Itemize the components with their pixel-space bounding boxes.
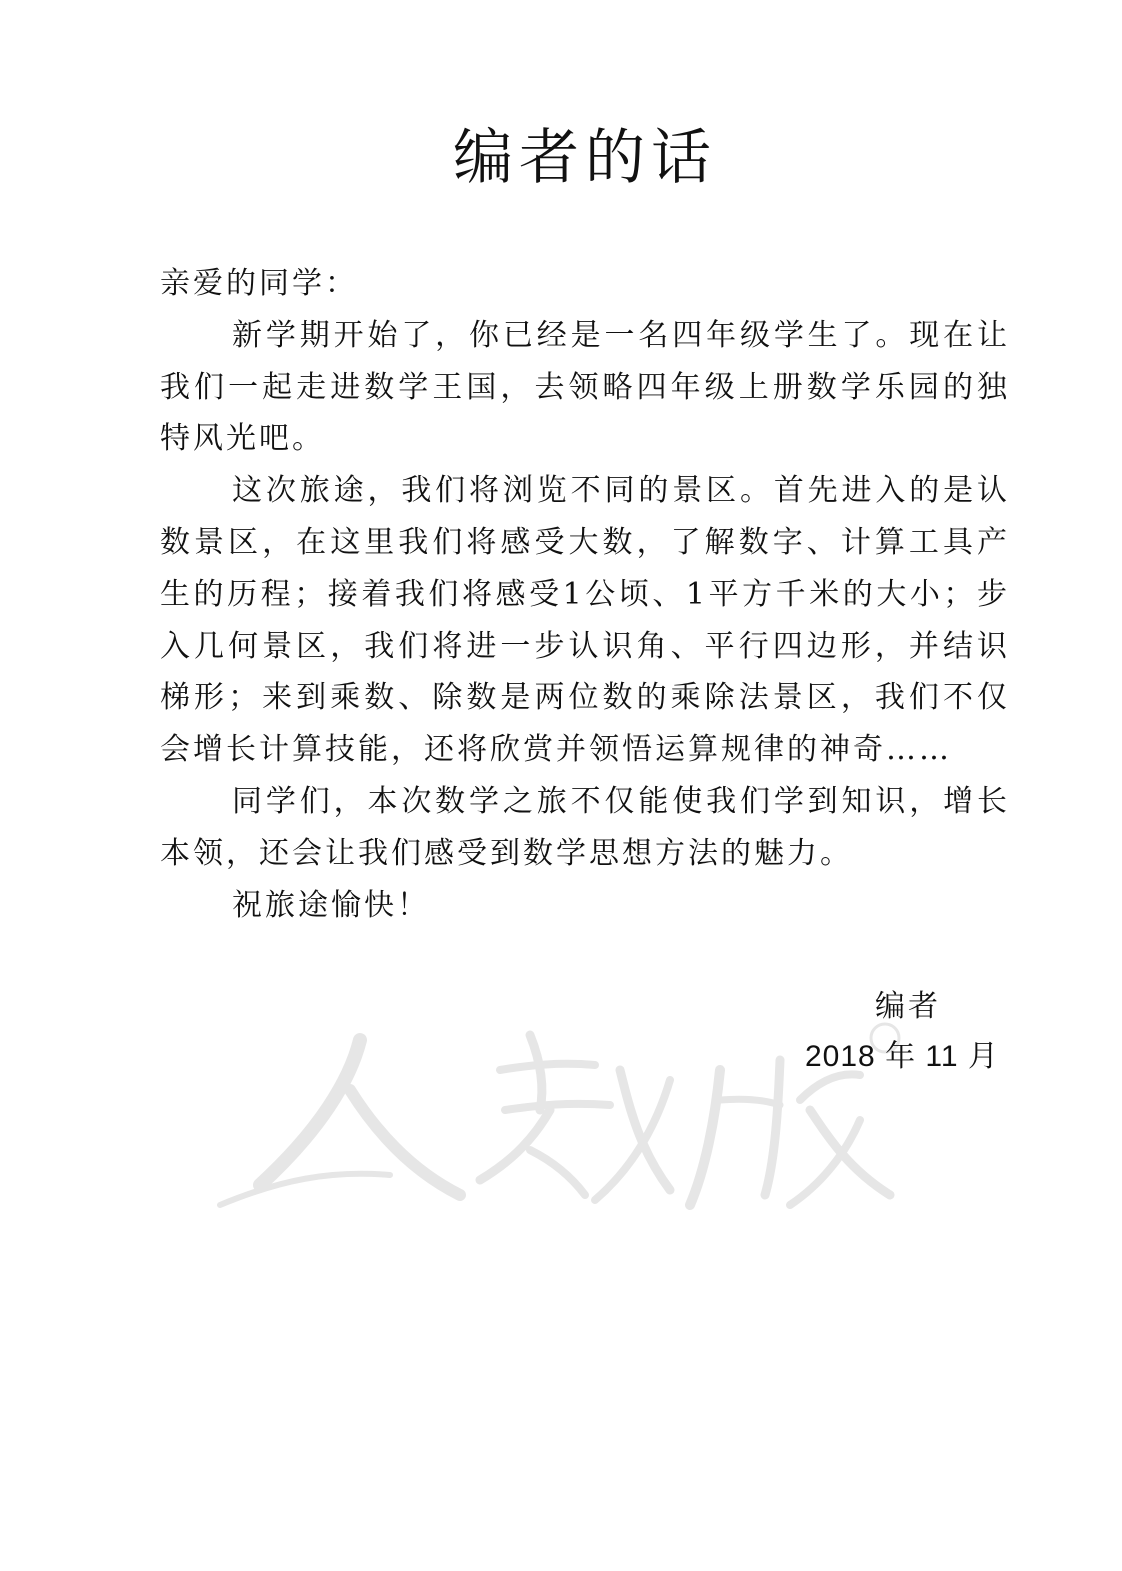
signature-author: 编者 (875, 989, 941, 1024)
paragraph-2: 这次旅途，我们将浏览不同的景区。首先进入的是认数景区，在这里我们将感受大数，了解数字、计算工具产生的历程；接着我们将感受1公顷、1平方千米的大小；步入几何景区，我们将进一步认识角、平行四边形，并结识梯形；来到乘数、除数是两位数的乘除法景区，我们不仅会增长计算技能，还将欣赏并领悟运算规律的神奇…… (160, 473, 1010, 768)
signature-block (780, 982, 1005, 1082)
signature-date: 2018 年 11 月 (805, 1040, 999, 1073)
paragraph-1: 新学期开始了，你已经是一名四年级学生了。现在让我们一起走进数学王国，去领略四年级上册数学乐园的独特风光吧。 (160, 317, 1010, 457)
page-title: 编者的话 (453, 123, 717, 193)
greeting: 亲爱的同学： (160, 266, 358, 301)
paragraph-3: 同学们，本次数学之旅不仅能使我们学到知识，增长本领，还会让我们感受到数学思想方法的魅力。 (160, 783, 1010, 871)
closing-wish: 祝旅途愉快！ (232, 887, 430, 923)
letter-body (160, 258, 1010, 931)
